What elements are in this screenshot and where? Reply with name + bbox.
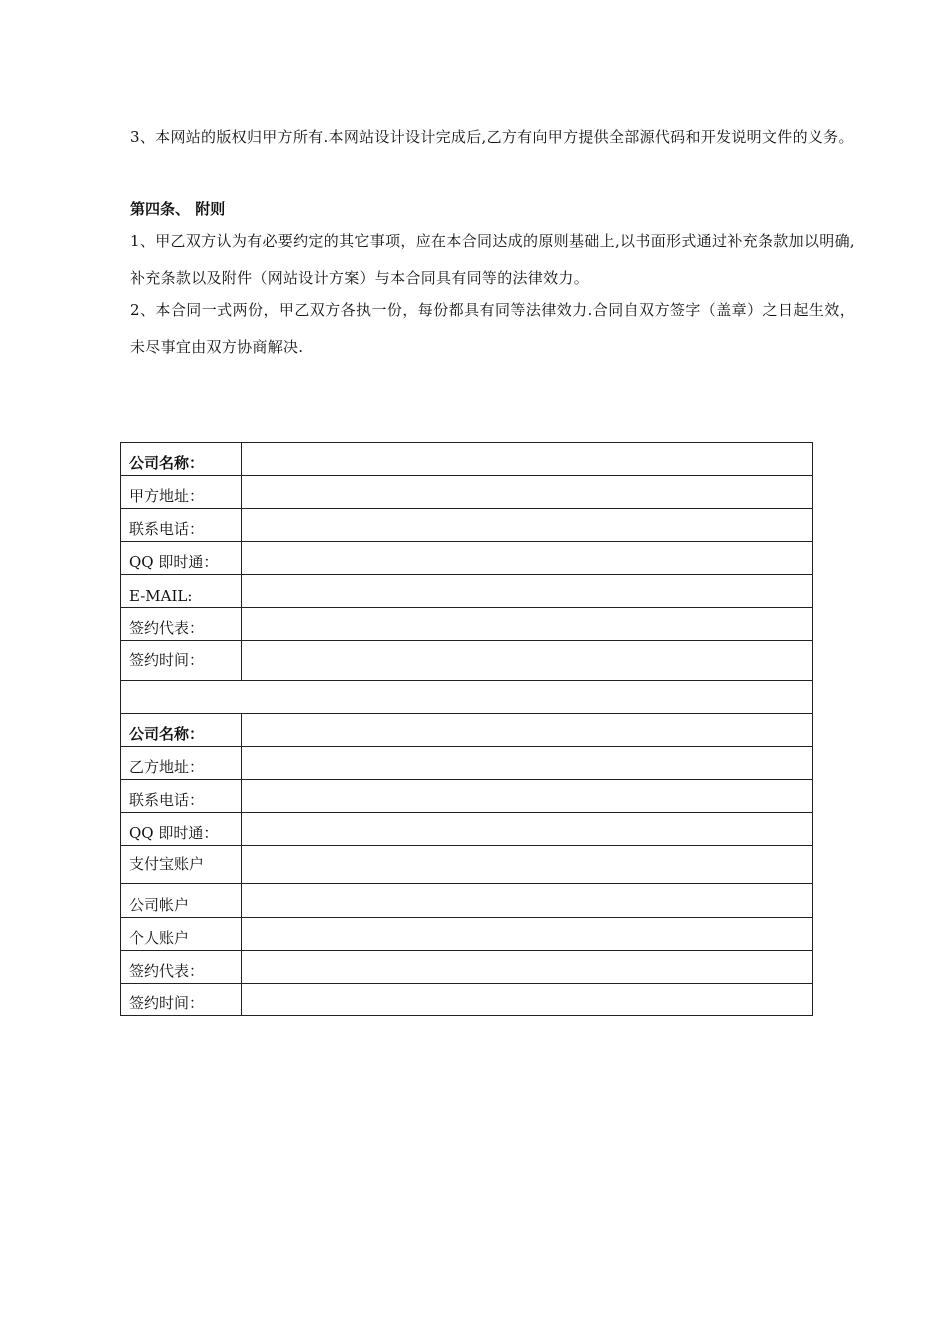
table-row-party-b-alipay [121,846,813,884]
party-a-email-field[interactable] [242,575,813,608]
table-row-party-b-sign-date [121,984,813,1016]
party-a-qq-field[interactable] [242,542,813,575]
table-row-party-a-address [121,476,813,509]
party-a-phone-label: 联系电话： [121,509,242,542]
article-4-heading: 第四条、 附则 [130,200,226,218]
table-row-party-b-company-account [121,884,813,918]
party-b-qq-field[interactable] [242,813,813,846]
party-b-company-account-label: 公司帐户 [121,884,242,918]
table-row-party-b-company [121,714,813,747]
party-b-company-name-field[interactable] [242,714,813,747]
table-row-party-b-address [121,747,813,780]
party-a-company-name-label: 公司名称： [121,443,242,476]
party-b-phone-field[interactable] [242,780,813,813]
article-4-item-1-paragraph: 1、甲乙双方认为有必要约定的其它事项，应在本合同达成的原则基础上,以书面形式通过补充条款加以明确,补充条款以及附件（网站设计方案）与本合同具有同等的法律效力。 [130,232,855,287]
party-b-sign-date-field[interactable] [242,984,813,1016]
party-a-company-name-field[interactable] [242,443,813,476]
party-a-representative-label: 签约代表： [121,608,242,641]
table-row-party-a-phone [121,509,813,542]
party-b-address-field[interactable] [242,747,813,780]
party-a-phone-field[interactable] [242,509,813,542]
party-b-company-account-field[interactable] [242,884,813,918]
party-b-qq-label: QQ 即时通： [121,813,242,846]
party-b-sign-date-label: 签约时间： [121,984,242,1016]
party-a-email-label: E-MAIL: [121,575,242,608]
party-b-address-label: 乙方地址： [121,747,242,780]
table-row-party-a-representative [121,608,813,641]
clause-3-paragraph: 3、本网站的版权归甲方所有.本网站设计设计完成后,乙方有向甲方提供全部源代码和开发说明文件的义务。 [130,128,854,146]
table-row-party-b-personal-account [121,918,813,951]
party-b-representative-label: 签约代表： [121,951,242,984]
table-spacer-cell [121,681,813,714]
party-a-address-field[interactable] [242,476,813,509]
party-b-personal-account-field[interactable] [242,918,813,951]
signature-info-table [120,442,813,1016]
party-b-alipay-label: 支付宝账户 [121,846,242,884]
table-row-party-b-phone [121,780,813,813]
party-a-representative-field[interactable] [242,608,813,641]
table-row-party-a-company [121,443,813,476]
party-b-alipay-field[interactable] [242,846,813,884]
party-a-sign-date-field[interactable] [242,641,813,681]
party-a-address-label: 甲方地址： [121,476,242,509]
party-a-sign-date-label: 签约时间： [121,641,242,681]
table-row-party-b-representative [121,951,813,984]
party-b-phone-label: 联系电话： [121,780,242,813]
table-row-party-a-sign-date [121,641,813,681]
party-b-personal-account-label: 个人账户 [121,918,242,951]
article-4-item-2-paragraph: 2、本合同一式两份，甲乙双方各执一份，每份都具有同等法律效力.合同自双方签字（盖章）之日起生效，未尽事宜由双方协商解决. [130,301,855,356]
party-b-representative-field[interactable] [242,951,813,984]
table-row-party-a-email [121,575,813,608]
party-a-qq-label: QQ 即时通： [121,542,242,575]
table-row-party-a-qq [121,542,813,575]
party-b-company-name-label: 公司名称： [121,714,242,747]
table-row-spacer [121,681,813,714]
table-row-party-b-qq [121,813,813,846]
